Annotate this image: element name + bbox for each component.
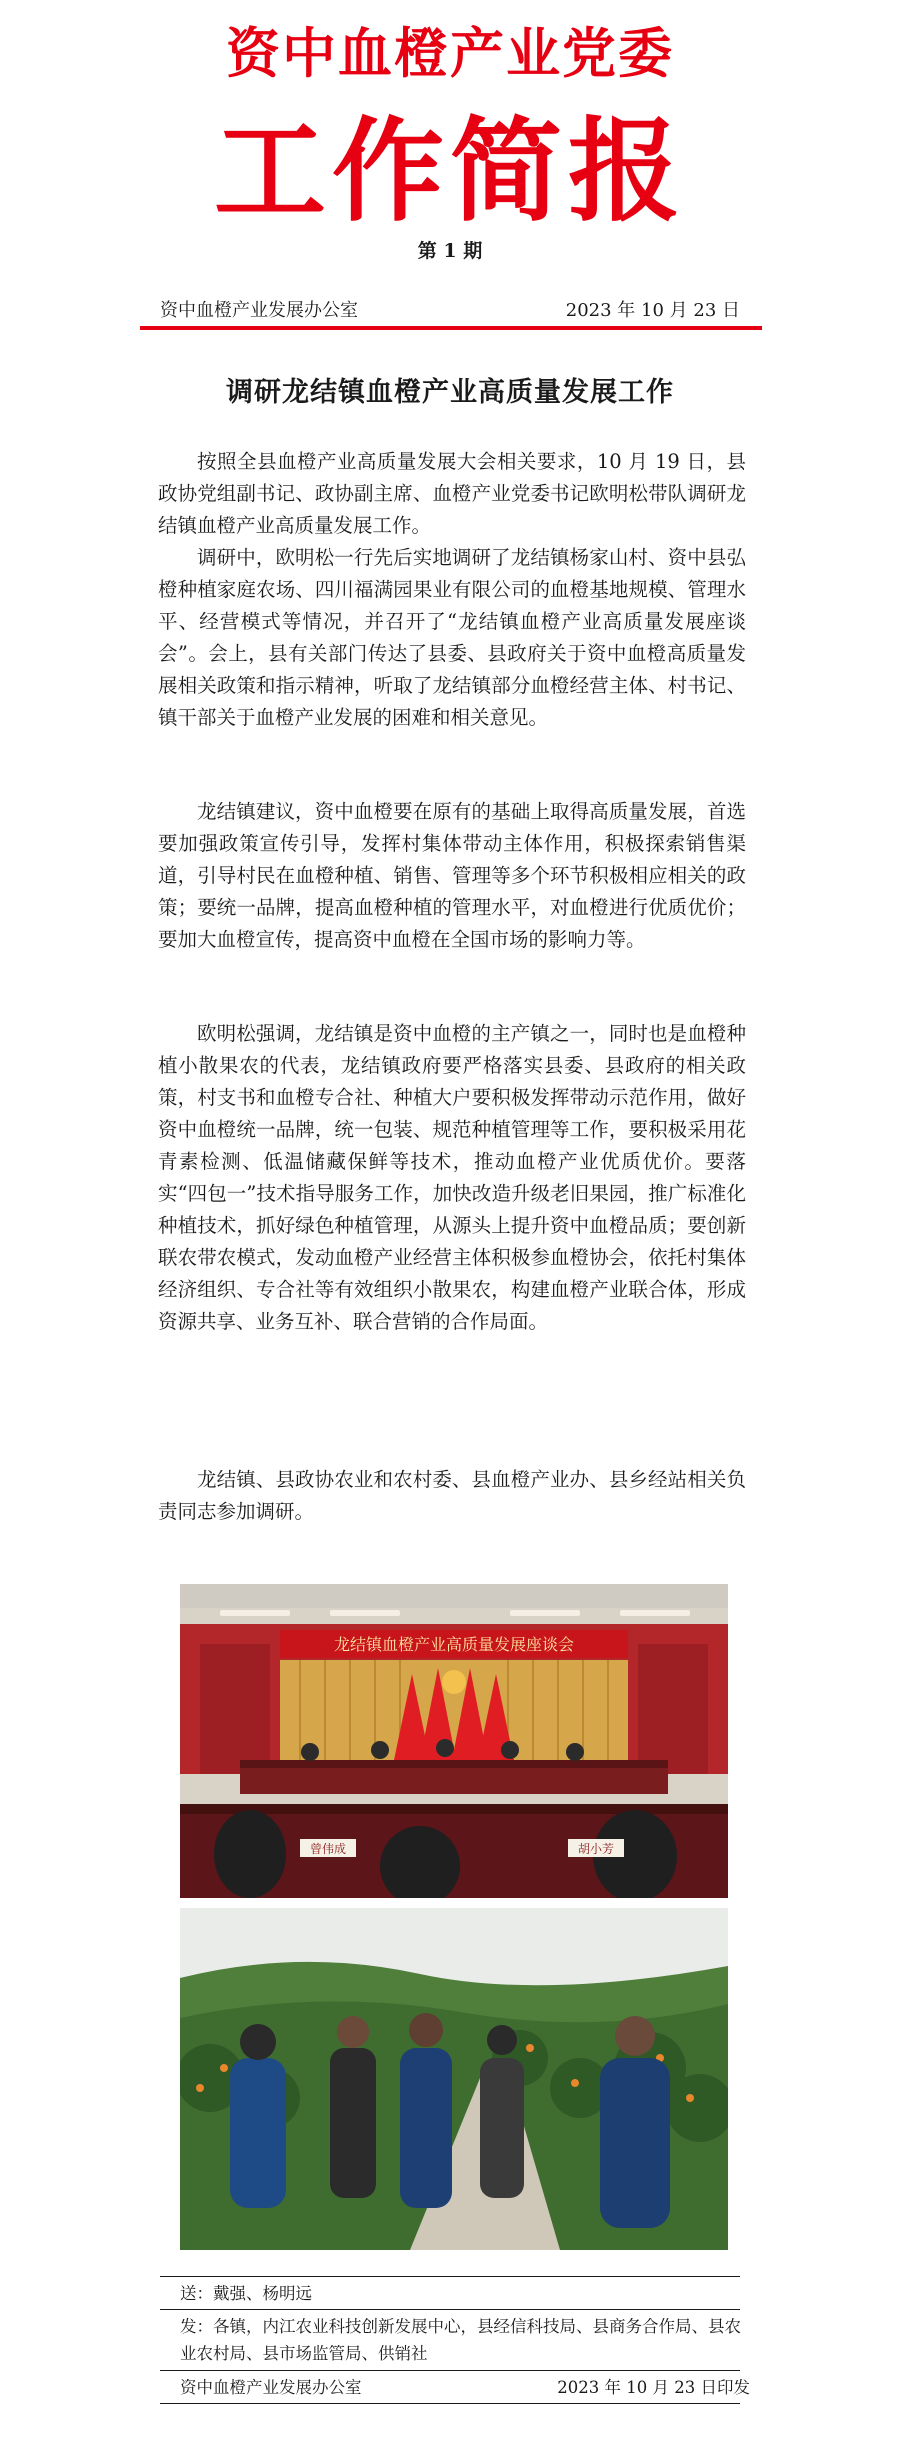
bulletin-title: 工作简报 bbox=[214, 106, 686, 237]
print-date: 2023 年 10 月 23 日印发 bbox=[557, 2378, 750, 2397]
distribution-line bbox=[180, 2313, 750, 2367]
meeting-photo bbox=[180, 1584, 728, 1898]
header-red-rule bbox=[140, 326, 762, 330]
footer-rule-end bbox=[160, 2403, 740, 2404]
send-to-label: 送： bbox=[180, 2284, 213, 2303]
footer-rule-bottom bbox=[160, 2370, 740, 2371]
footer-rule-top bbox=[160, 2276, 740, 2277]
distribution-label: 发： bbox=[180, 2317, 213, 2336]
send-to-recipients: 戴强、杨明远 bbox=[213, 2284, 312, 2303]
footer-rule-mid bbox=[160, 2309, 740, 2310]
orchard-photo bbox=[180, 1908, 728, 2250]
article-paragraph-4: 欧明松强调，龙结镇是资中血橙的主产镇之一，同时也是血橙种植小散果农的代表，龙结镇政府要严格落实县委、县政府的相关政策，村支书和血橙专合社、种植大户要积极发挥带动示范作用，做好资中血橙统一品牌，统一包装、规范种植管理等工作，要积极采用花青素检测、低温储藏保鲜等技术，推动血橙产业优质优价。要落实“四包一”技术指导服务工作，加快改造升级老旧果园，推广标准化种植技术，抓好绿色种植管理，从源头上提升资中血橙品质；要创新联农带农模式，发动血橙产业经营主体积极参血橙协会，依托村集体经济组织、专合社等有效组织小散果农，构建血橙产业联合体，形成资源共享、业务互补、联合营销的合作局面。 bbox=[158, 1022, 746, 1333]
meeting-banner-text: 龙结镇血橙产业高质量发展座谈会 bbox=[333, 1635, 575, 1654]
article-paragraph-5: 龙结镇、县政协农业和农村委、县血橙产业办、县乡经站相关负责同志参加调研。 bbox=[158, 1468, 746, 1523]
nameplate-right: 胡小芳 bbox=[577, 1842, 615, 1856]
article-paragraph-2: 调研中，欧明松一行先后实地调研了龙结镇杨家山村、资中县弘橙种植家庭农场、四川福满园果业有限公司的血橙基地规模、管理水平、经营模式等情况，并召开了“龙结镇血橙产业高质量发展座谈会”。会上，县有关部门传达了县委、县政府关于资中血橙高质量发展相关政策和指示精神，听取了龙结镇部分血橙经营主体、村书记、镇干部关于血橙产业发展的困难和相关意见。 bbox=[158, 546, 746, 729]
footer-office: 资中血橙产业发展办公室 bbox=[180, 2378, 362, 2397]
distribution-recipients: 各镇，内江农业科技创新发展中心，县经信科技局、县商务合作局、县农业农村局、县市场监管局、供销社 bbox=[180, 2317, 741, 2363]
orchard-photo-image bbox=[180, 1908, 728, 2250]
meeting-photo-image bbox=[180, 1584, 728, 1898]
send-to-line bbox=[180, 2280, 312, 2307]
org-title: 资中血橙产业党委 bbox=[226, 21, 674, 85]
article-paragraph-1: 按照全县血橙产业高质量发展大会相关要求，10 月 19 日，县政协党组副书记、政协副主席、血橙产业党委书记欧明松带队调研龙结镇血橙产业高质量发展工作。 bbox=[158, 450, 746, 537]
article-title: 调研龙结镇血橙产业高质量发展工作 bbox=[226, 377, 674, 408]
article-paragraph-3: 龙结镇建议，资中血橙要在原有的基础上取得高质量发展，首选要加强政策宣传引导，发挥村集体带动主体作用，积极探索销售渠道，引导村民在血橙种植、销售、管理等多个环节积极相应相关的政策；要统一品牌，提高血橙种植的管理水平，对血橙进行优质优价；要加大血橙宣传，提高资中血橙在全国市场的影响力等。 bbox=[158, 800, 746, 951]
issuing-office: 资中血橙产业发展办公室 bbox=[160, 300, 358, 321]
issue-number: 第 1 期 bbox=[417, 240, 483, 262]
issue-date: 2023 年 10 月 23 日 bbox=[565, 300, 740, 321]
nameplate-left: 曾伟成 bbox=[309, 1842, 347, 1856]
